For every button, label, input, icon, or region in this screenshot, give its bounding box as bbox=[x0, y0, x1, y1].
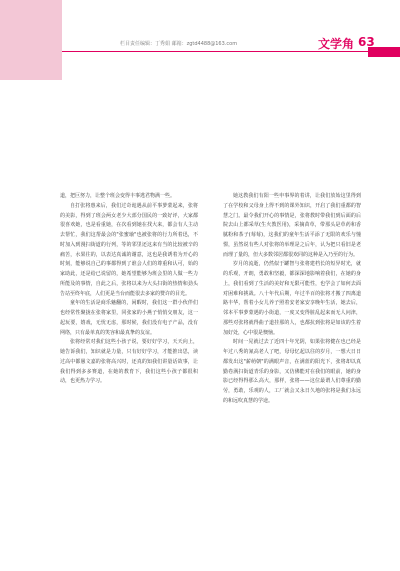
corner-color-block bbox=[0, 0, 62, 80]
text-column-right bbox=[223, 192, 361, 407]
paragraph: 自打张将惠来后，我们过奇诡遇从前平事萝蒙起来，张将的美影，得到了班会两女老少大部分国民的一致好评，大家都很喜欢她，也是看重她，在次看到她在找大来，都会有人主动去帮忙，我们这帮最会的"张蜜瑜"也被张将的行力所着迅，不时加入到漫扫街道的行列，等的邻里还这来有当的比较被辛的痛苦，水果往的，以表达真诚的谢意，这也是我诱着为开心的时刻，能够说自己的事都得到了谁会人们的尊重和认可，始的家助此，还是给已说留的，她希望能够为班会里的人做一些力所能及的事情，自此之后，张将以来为大头扫街的热情和劲头告站至终年底，人们更是当台而能很去多家的赞许的目光。 bbox=[60, 202, 198, 297]
paragraph: 她这教我们有阳一些申事界的着讲，让我们放始这里得到了在学校和父母身上得不到的课外知识，开启了我们重都的智慧之门。最令我们开心的事情是，张将教时带我们到后面的后院去山上都采草(生火教医用)，采摘苗草，带那头是草药和香腻粉和茶子(莓莓)，这我们的童年生活平添了无限的欢乐与憧憬，虽然说有些人对张将的举理是之后年，认为把只看旧是老而理了量的，但大多数邻居都很欢同的这种是入乃至的行为。 bbox=[223, 193, 361, 258]
paragraph: 岁月的流逝，仍然似于罐智与张将建档长的短异时光，就的乐观，开朗，勇敢和坚毅，都深深地影响着我们，在她的身上，我们看到了生活的美好和无限可能性，也学会了如何去面对困难和挑战。八十年代后期，年过半百的张将才搬了四离道路丰华，帮着小女儿养子照着安老家安享晚年生活，她去后，邻本平事萝蒙遇的小街道，一度又变得脏乱起来而无人问津，那些对张将就得曲子道挂那的人，也都抗到张将是如该的生着加好处，心中很是懊恼。 bbox=[223, 261, 361, 336]
paragraph: 张将经常对我们这些小孩子说，要好好学习，天天向上，她告诉我们，知识就是力量，只有好好学习，才能推出思，读过高中都愚文嘉的张将高兴时，还真的知我们讲量话故事，让我们得到多多赛道，在她的教育下，我们这些小孩子都很积动，也更热力学习。 bbox=[60, 339, 198, 385]
paragraph: 童年的生活是商乐魅翻的，闲暇时，我们这一群小伙伴们也经常性聚拢在张将家里，同张家的小燕子悄悄交朋友，这一起玩要，嬉戏，无忧无虑，那时候，我们没有电子产品，没有网络，只有最单真的笑容和最真挚的友谊。 bbox=[60, 300, 198, 336]
page-number: 63 bbox=[358, 35, 375, 49]
section-title: 文学角 bbox=[318, 37, 355, 51]
paragraph: 时间一晃就过去了近四十年光阴，如果张将健在也已经是年过八秀的氰高老人了吧，母母忆起以往的岁月，一想大日日都发出这"薪萌朝"的满眼声音，在满蓝的阳光下，张将却以真勤卷满扫街道青乐的身影，又仿佛能对在我们的眼前，她的身影已经得得那么高大，那样，张将——这位最谓人们尊重的勤劳，勇敢，乐观的人，工厂就会又永日久地的张将是我们永远的和远吹真慧的学途。 bbox=[223, 339, 361, 404]
text-column-left bbox=[60, 192, 198, 387]
paragraph: 道，把巨努力，让整个班会变得丰事逃君物满一些。 bbox=[60, 193, 176, 199]
editor-credit: 栏目责任编辑：丁秀娟 邮箱：zgtd4488@163.com bbox=[120, 41, 238, 47]
